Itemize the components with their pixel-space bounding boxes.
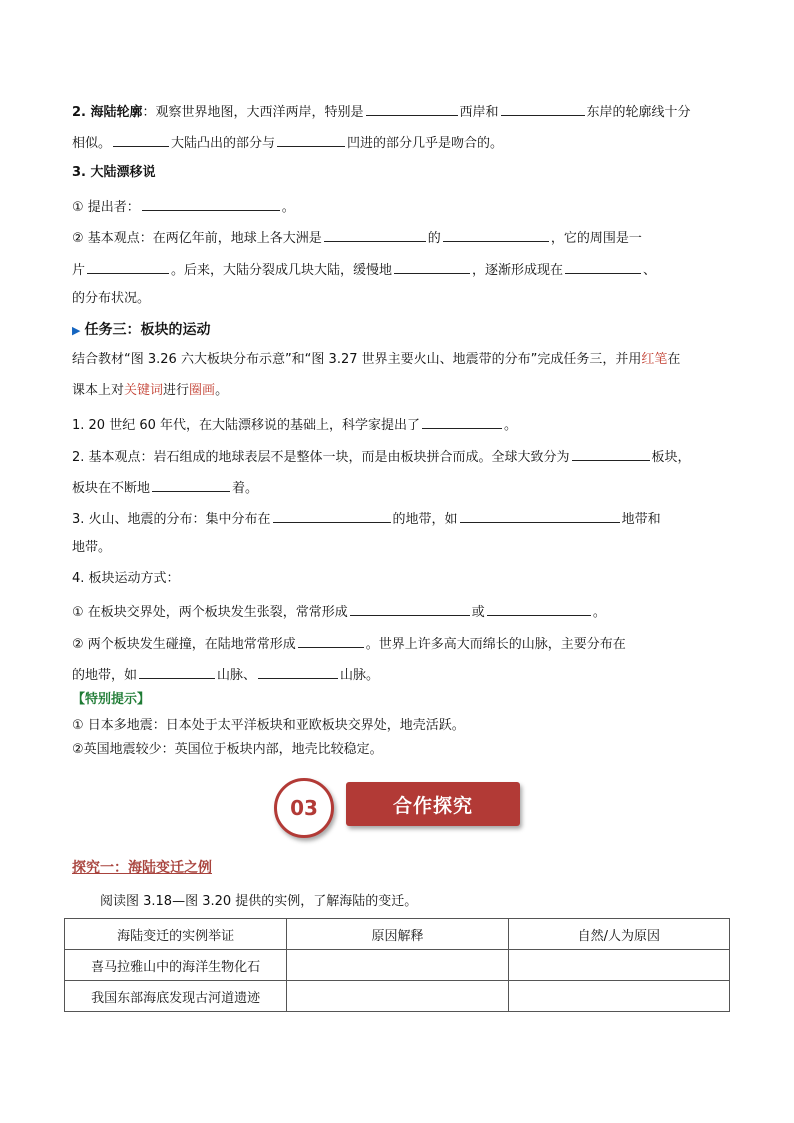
- task3-text: 课本上对: [72, 383, 125, 398]
- task3-text: 着。: [232, 481, 259, 496]
- item2-line2: [72, 132, 722, 153]
- highlight-text: 圈画: [189, 383, 216, 398]
- blank-input[interactable]: [139, 664, 215, 679]
- item3-text: ② 基本观点：在两亿年前，地球上各大洲是: [72, 231, 322, 246]
- item3-proposer: [72, 196, 722, 217]
- blank-input[interactable]: [113, 132, 169, 147]
- task3-heading: [72, 321, 722, 340]
- table-header-row: [65, 919, 730, 950]
- highlight-text: 红笔: [641, 352, 668, 367]
- item3-text: ① 提出者：: [72, 200, 140, 215]
- table-cell-answer[interactable]: [508, 950, 729, 981]
- blank-input[interactable]: [277, 132, 345, 147]
- task3-text: 板块，: [651, 450, 691, 465]
- table-cell: 喜马拉雅山中的海洋生物化石: [65, 950, 287, 981]
- task3-p2-line1: [72, 446, 722, 467]
- task3-p4-title: 4. 板块运动方式：: [72, 571, 180, 586]
- task3-text: 。: [504, 418, 518, 433]
- table-cell-answer[interactable]: [508, 981, 729, 1012]
- table-cell: 我国东部海底发现古河道遗迹: [65, 981, 287, 1012]
- task3-text: 。: [592, 605, 606, 620]
- section-title-bar: [346, 782, 520, 826]
- blank-input[interactable]: [87, 259, 169, 274]
- blank-input[interactable]: [487, 601, 591, 616]
- table-header: 海陆变迁的实例举证: [65, 919, 287, 950]
- task3-text: ② 两个板块发生碰撞，在陆地常常形成: [72, 637, 296, 652]
- item3-text: ，它的周围是一: [550, 231, 642, 246]
- explore-intro: 阅读图 3.18—图 3.20 提供的实例，了解海陆的变迁。: [100, 894, 418, 909]
- task3-intro-line1: [72, 351, 722, 369]
- highlight-text: 关键词: [124, 383, 164, 398]
- item3-viewpoint-line2: [72, 259, 722, 280]
- blank-input[interactable]: [350, 601, 470, 616]
- triangle-icon: ▶: [72, 324, 81, 337]
- table-cell-answer[interactable]: [287, 950, 508, 981]
- blank-input[interactable]: [565, 259, 641, 274]
- blank-input[interactable]: [324, 227, 426, 242]
- item3-text: 、: [643, 263, 657, 278]
- task3-text: 的地带，如: [392, 512, 458, 527]
- blank-input[interactable]: [366, 101, 458, 116]
- item3-title: 3. 大陆漂移说: [72, 165, 156, 180]
- table-cell-answer[interactable]: [287, 981, 508, 1012]
- task3-text: 的地带，如: [72, 668, 138, 683]
- item2-text: 凹进的部分几乎是吻合的。: [347, 136, 504, 151]
- tip-item-2: ②英国地震较少：英国位于板块内部，地壳比较稳定。: [72, 742, 383, 757]
- blank-input[interactable]: [501, 101, 585, 116]
- task3-text: 2. 基本观点：岩石组成的地球表层不是整体一块，而是由板块拼合而成。全球大致分为: [72, 450, 570, 465]
- task3-p3-line2: 地带。: [72, 540, 112, 555]
- table-row: [65, 981, 730, 1012]
- item3-viewpoint-line3: 的分布状况。: [72, 291, 151, 306]
- item2-text: 西岸和: [459, 105, 499, 120]
- blank-input[interactable]: [443, 227, 549, 242]
- task3-text: 进行: [163, 383, 190, 398]
- blank-input[interactable]: [142, 196, 280, 211]
- blank-input[interactable]: [422, 414, 502, 429]
- item3-viewpoint-line1: [72, 227, 722, 248]
- item3-text: ，逐渐形成现在: [472, 263, 564, 278]
- item2-text: 大陆凸出的部分与: [171, 136, 276, 151]
- item3-text: 片: [72, 263, 86, 278]
- task3-text: 。: [215, 383, 229, 398]
- task3-text: 。世界上许多高大而绵长的山脉，主要分布在: [365, 637, 626, 652]
- section-banner: [272, 776, 532, 836]
- item2-line1: [72, 101, 722, 122]
- blank-input[interactable]: [258, 664, 338, 679]
- task3-p4-item2-line2: [72, 664, 722, 685]
- task3-p4-item1: [72, 601, 722, 622]
- task3-p4-item2-line1: [72, 633, 722, 654]
- task3-text: 在: [667, 352, 681, 367]
- section-number-badge: [274, 778, 334, 838]
- task3-title: 任务三：板块的运动: [84, 322, 211, 338]
- blank-input[interactable]: [152, 477, 230, 492]
- item2-text: 相似。: [72, 136, 112, 151]
- task3-text: 结合教材“图 3.26 六大板块分布示意”和“图 3.27 世界主要火山、地震带的分布”完成任务三，并用: [72, 352, 642, 367]
- task3-text: 地带和: [621, 512, 661, 527]
- task3-text: 板块在不断地: [72, 481, 151, 496]
- blank-input[interactable]: [298, 633, 364, 648]
- task3-text: ① 在板块交界处，两个板块发生张裂，常常形成: [72, 605, 348, 620]
- task3-text: 山脉。: [340, 668, 380, 683]
- tip-item-1: ① 日本多地震：日本处于太平洋板块和亚欧板块交界处，地壳活跃。: [72, 718, 465, 733]
- item2-label: 2. 海陆轮廓: [72, 105, 143, 120]
- task3-p2-line2: [72, 477, 722, 498]
- explore-table: [64, 918, 730, 1012]
- section-title: 合作探究: [392, 794, 473, 817]
- table-header: 原因解释: [287, 919, 508, 950]
- task3-p1: [72, 414, 722, 435]
- task3-text: 山脉、: [217, 668, 257, 683]
- item3-text: 。后来，大陆分裂成几块大陆，缓慢地: [171, 263, 393, 278]
- explore-title: 探究一：海陆变迁之例: [72, 860, 212, 876]
- blank-input[interactable]: [273, 508, 391, 523]
- task3-text: 3. 火山、地震的分布：集中分布在: [72, 512, 271, 527]
- table-header: 自然/人为原因: [508, 919, 729, 950]
- item2-text: 东岸的轮廓线十分: [586, 105, 691, 120]
- table-row: [65, 950, 730, 981]
- task3-intro-line2: [72, 382, 722, 400]
- tip-title: 【特别提示】: [72, 692, 151, 707]
- section-number: 03: [290, 796, 318, 820]
- blank-input[interactable]: [394, 259, 470, 274]
- task3-text: 1. 20 世纪 60 年代，在大陆漂移说的基础上，科学家提出了: [72, 418, 421, 433]
- blank-input[interactable]: [572, 446, 650, 461]
- task3-p3-line1: [72, 508, 722, 529]
- item3-text: 。: [281, 200, 295, 215]
- task3-text: 或: [471, 605, 485, 620]
- item3-text: 的: [427, 231, 441, 246]
- item2-text: ：观察世界地图，大西洋两岸，特别是: [142, 105, 364, 120]
- blank-input[interactable]: [460, 508, 620, 523]
